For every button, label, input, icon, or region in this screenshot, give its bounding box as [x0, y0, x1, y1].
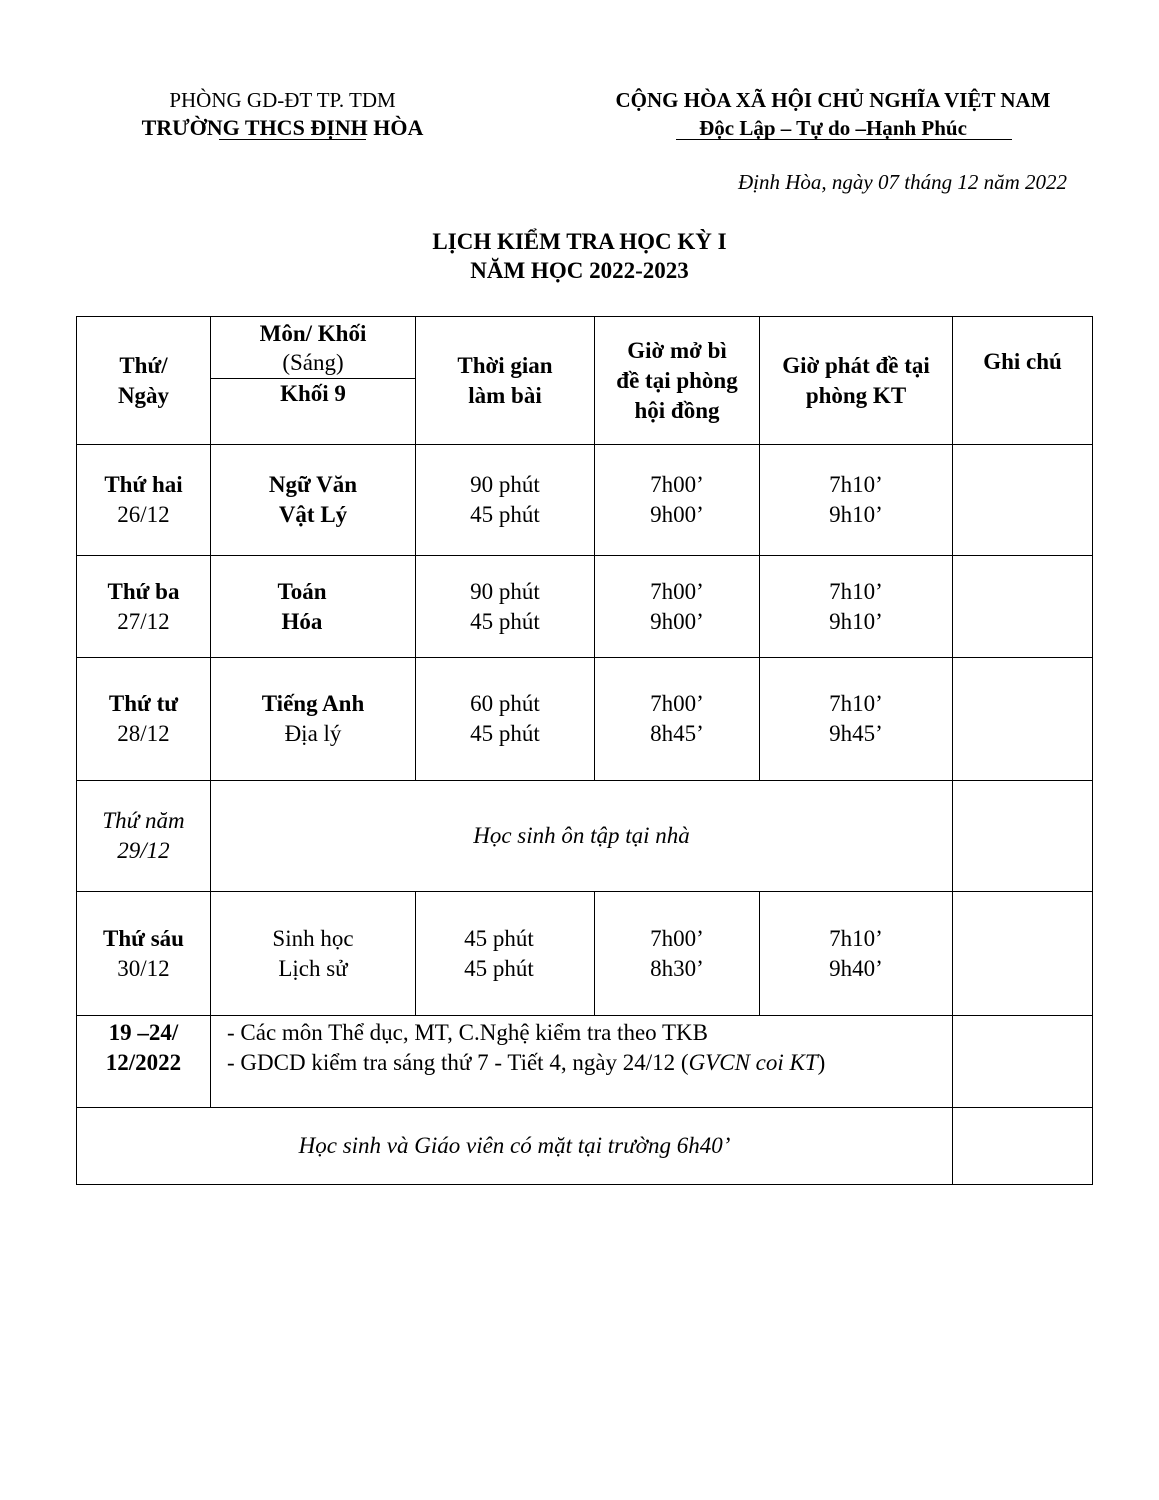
day-cell: Thứ hai 26/12 — [77, 445, 211, 556]
school-year: NĂM HỌC 2022-2023 — [470, 258, 689, 283]
day-cell: Thứ sáu 30/12 — [77, 892, 211, 1016]
study-at-home-cell: Học sinh ôn tập tại nhà — [211, 781, 953, 892]
distribute-time-cell: 7h10’ 9h40’ — [760, 892, 953, 1016]
notes-cell — [953, 892, 1093, 1016]
open-time-cell: 7h00’ 9h00’ — [595, 556, 760, 658]
distribute-time-cell: 7h10’ 9h10’ — [760, 445, 953, 556]
notes-cell — [953, 556, 1093, 658]
subject-cell: Toán Hóa — [211, 556, 416, 658]
duration-cell: 90 phút 45 phút — [416, 556, 595, 658]
department-name: PHÒNG GD-ĐT TP. TDM — [169, 88, 396, 112]
exam-schedule-table — [76, 316, 1093, 1185]
duration-cell: 90 phút 45 phút — [416, 445, 595, 556]
day-cell: Thứ ba 27/12 — [77, 556, 211, 658]
school-underline — [219, 139, 366, 140]
distribute-time-cell: 7h10’ 9h45’ — [760, 658, 953, 781]
duration-cell: 45 phút 45 phút — [416, 892, 595, 1016]
open-time-cell: 7h00’ 9h00’ — [595, 445, 760, 556]
table-row — [77, 445, 1093, 556]
table-row — [77, 1016, 1093, 1108]
notes-cell — [953, 1108, 1093, 1185]
subject-cell: Sinh học Lịch sử — [211, 892, 416, 1016]
subject-cell: Ngữ Văn Vật Lý — [211, 445, 416, 556]
header-distribute-time: Giờ phát đề tại phòng KT — [760, 317, 953, 445]
day-cell: Thứ năm 29/12 — [77, 781, 211, 892]
motto: Độc Lập – Tự do –Hạnh Phúc — [699, 116, 967, 140]
motto-underline — [676, 139, 1012, 140]
notes-cell — [953, 781, 1093, 892]
notes-cell — [953, 1016, 1093, 1108]
republic-name: CỘNG HÒA XÃ HỘI CHỦ NGHĨA VIỆT NAM — [615, 88, 1051, 112]
subject-cell: Tiếng Anh Địa lý — [211, 658, 416, 781]
duration-cell: 60 phút 45 phút — [416, 658, 595, 781]
table-row — [77, 1108, 1093, 1185]
header-day: Thứ/ Ngày — [77, 317, 211, 445]
header-open-time: Giờ mở bì đề tại phòng hội đồng — [595, 317, 760, 445]
distribute-time-cell: 7h10’ 9h10’ — [760, 556, 953, 658]
notes-cell — [953, 445, 1093, 556]
header-subject: Môn/ Khối (Sáng) — [211, 317, 416, 379]
place-date: Định Hòa, ngày 07 tháng 12 năm 2022 — [738, 170, 1067, 194]
day-cell: Thứ tư 28/12 — [77, 658, 211, 781]
table-row — [77, 892, 1093, 1016]
table-row — [77, 556, 1093, 658]
date-range-cell: 19 –24/ 12/2022 — [77, 1016, 211, 1108]
notes-cell — [953, 658, 1093, 781]
extra-notes-cell: - Các môn Thể dục, MT, C.Nghệ kiểm tra theo TKB - GDCD kiểm tra sáng thứ 7 - Tiết 4, ngày 24/12 (GVCN coi KT) — [211, 1016, 953, 1108]
school-name: TRƯỜNG THCS ĐỊNH HÒA — [141, 115, 424, 140]
header-left — [110, 86, 455, 142]
header-duration: Thời gian làm bài — [416, 317, 595, 445]
table-row — [77, 781, 1093, 892]
header-notes: Ghi chú — [953, 317, 1093, 445]
header-right — [578, 86, 1088, 142]
open-time-cell: 7h00’ 8h45’ — [595, 658, 760, 781]
open-time-cell: 7h00’ 8h30’ — [595, 892, 760, 1016]
document-title: LỊCH KIỂM TRA HỌC KỲ I — [432, 229, 727, 254]
attendance-note-cell: Học sinh và Giáo viên có mặt tại trường 6h40’ — [77, 1108, 953, 1185]
header-grade: Khối 9 — [211, 379, 416, 445]
header-row — [77, 317, 1093, 379]
table-row — [77, 658, 1093, 781]
